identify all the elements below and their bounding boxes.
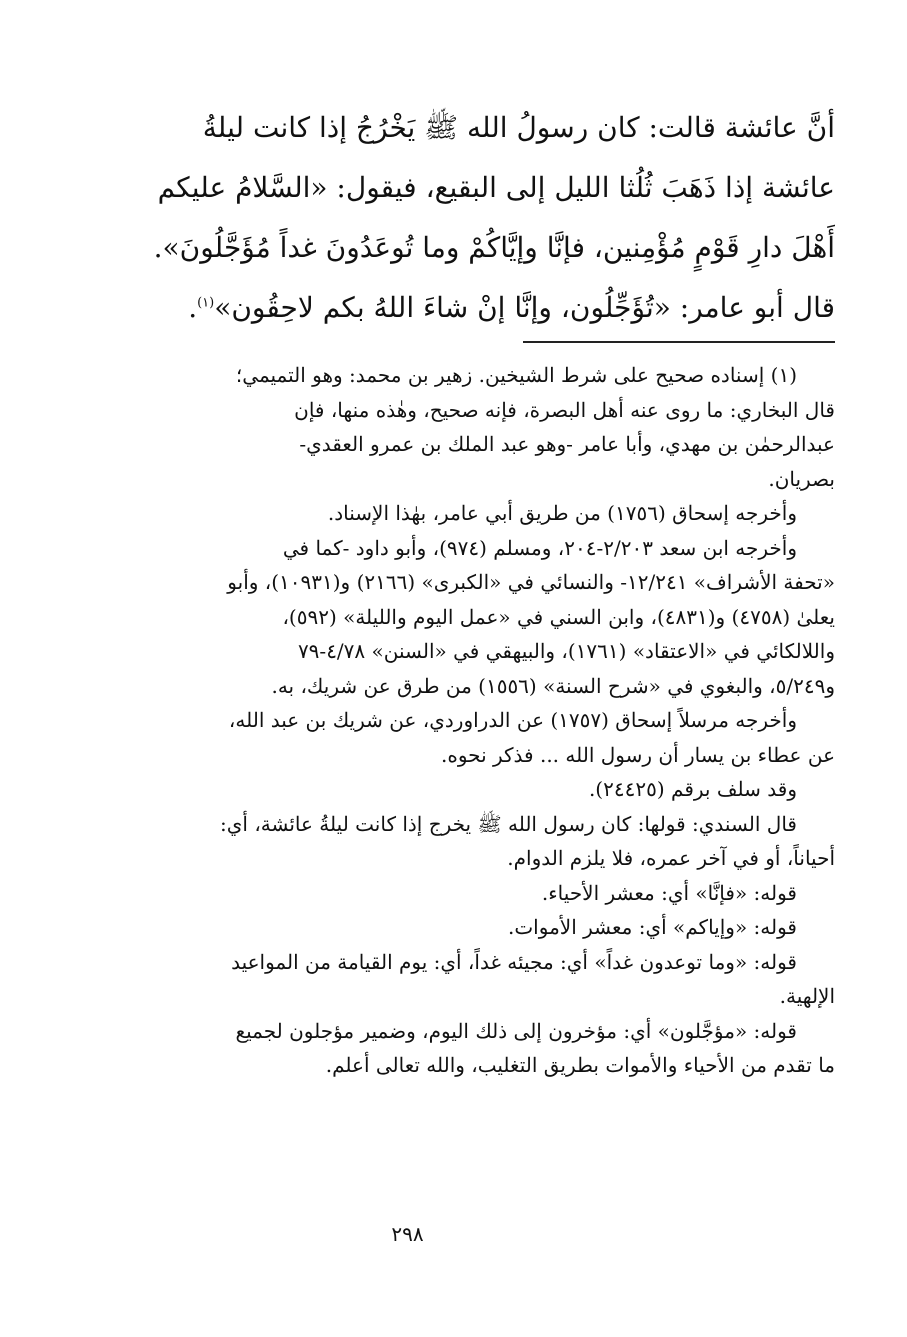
footnote-reference: (١) bbox=[197, 295, 215, 311]
footnote-line: (١) إسناده صحيح على شرط الشيخين. زهير بن محمد: وهو التميمي؛ bbox=[235, 363, 797, 387]
footnote-line: قوله: «وما توعدون غداً» أي: مجيئه غداً، أي: يوم القيامة من المواعيد bbox=[231, 949, 797, 974]
footnote-line: وأخرجه مرسلاً إسحاق (١٧٥٧) عن الدراوردي، عن شريك بن عبد الله، bbox=[228, 708, 797, 732]
footnote-line: أحياناً، أو في آخر عمره، فلا يلزم الدوام. bbox=[507, 846, 835, 870]
footnote-line: وأخرجه إسحاق (١٧٥٦) من طريق أبي عامر، بهٰذا الإسناد. bbox=[327, 501, 797, 525]
footnote-line: قوله: «وإياكم» أي: معشر الأموات. bbox=[508, 915, 797, 939]
footnote-line: و٥/٢٤٩، والبغوي في «شرح السنة» (١٥٥٦) من طرق عن شريك، به. bbox=[271, 673, 835, 698]
footnote-separator bbox=[523, 341, 835, 343]
hadith-line: عائشة إذا ذَهَبَ ثُلُثا الليل إلى البقيع، فيقول: «السَّلامُ عليكم bbox=[157, 171, 835, 204]
footnote-line: وقد سلف برقم (٢٤٤٢٥). bbox=[588, 777, 797, 801]
footnote-line: قوله: «مؤجَّلون» أي: مؤخرون إلى ذلك اليوم، وضمير مؤجلون لجميع bbox=[235, 1018, 797, 1043]
footnote-line: الإلهية. bbox=[779, 984, 835, 1008]
footnote-line: واللالكائي في «الاعتقاد» (١٧٦١)، والبيهقي في «السنن» ٤/٧٨-٧٩ bbox=[297, 639, 835, 663]
footnote-line: قوله: «فإنَّا» أي: معشر الأحياء. bbox=[541, 880, 797, 905]
footnotes-section bbox=[73, 358, 835, 1083]
page-number: ٢٩٨ bbox=[391, 1222, 424, 1246]
footnote-line: ما تقدم من الأحياء والأموات بطريق التغليب، والله تعالى أعلم. bbox=[325, 1053, 835, 1077]
footnote-line: وأخرجه ابن سعد ٢/٢٠٣-٢٠٤، ومسلم (٩٧٤)، وأبو داود -كما في bbox=[282, 535, 797, 560]
footnote-line: يعلىٰ (٤٧٥٨) و(٤٨٣١)، وابن السني في «عمل اليوم والليلة» (٥٩٢)، bbox=[282, 604, 835, 629]
footnote-line: قال السندي: قولها: كان رسول الله ﷺ يخرج إذا كانت ليلةُ عائشة، أي: bbox=[220, 811, 797, 836]
hadith-line: أَهْلَ دارِ قَوْمٍ مُؤْمِنين، فإنَّا وإيَّاكُمْ وما تُوعَدُونَ غداً مُؤَجَّلُونَ». bbox=[153, 231, 835, 264]
hadith-text bbox=[75, 98, 835, 338]
footnote-line: قال البخاري: ما روى عنه أهل البصرة، فإنه صحيح، وهٰذه منها، فإن bbox=[294, 397, 835, 422]
hadith-line: أنَّ عائشة قالت: كان رسولُ الله ﷺ يَخْرُجُ إذا كانت ليلةُ bbox=[202, 111, 835, 144]
footnote-line: بصريان. bbox=[768, 466, 835, 491]
footnote-line: «تحفة الأشراف» ١٢/٢٤١- والنسائي في «الكبرى» (٢١٦٦) و(١٠٩٣١)، وأبو bbox=[227, 570, 835, 594]
footnote-line: عبدالرحمٰن بن مهدي، وأبا عامر -وهو عبد الملك بن عمرو العقدي- bbox=[299, 432, 835, 456]
footnote-line: عن عطاء بن يسار أن رسول الله ... فذكر نحوه. bbox=[440, 742, 835, 767]
hadith-line-last: قال أبو عامر: «تُؤَجِّلُون، وإنَّا إنْ شاءَ اللهُ بكم لاحِقُون»$^{(١)}$. bbox=[188, 291, 835, 324]
hadith-line-text: قال أبو عامر: «تُؤَجِّلُون، وإنَّا إنْ شاءَ اللهُ بكم لاحِقُون» bbox=[214, 291, 835, 324]
